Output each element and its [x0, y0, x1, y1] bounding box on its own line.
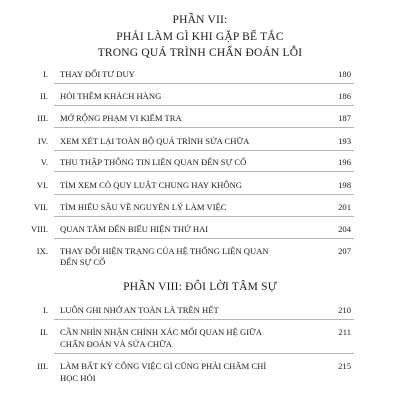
- toc-item-title: LUÔN GHI NHỚ AN TOÀN LÀ TRÊN HẾT: [60, 305, 219, 315]
- toc-item-page: 207: [338, 246, 351, 256]
- row-divider: [54, 216, 354, 217]
- toc-item-title-line1: LÀM BẤT KỲ CÔNG VIỆC GÌ CŨNG PHẢI CHĂM CHỈ: [60, 361, 267, 371]
- toc-item-page: 198: [338, 180, 351, 190]
- row-divider: [54, 150, 354, 151]
- toc-item-title: THAY ĐỔI TƯ DUY: [60, 69, 135, 79]
- toc-item-number: III.: [37, 361, 48, 371]
- toc-item-title-line1: CẦN NHÌN NHẬN CHÍNH XÁC MỐI QUAN HỆ GIỮA: [60, 327, 262, 337]
- row-divider: [54, 319, 354, 320]
- toc-item-page: 210: [338, 305, 351, 315]
- row-divider: [54, 194, 354, 195]
- toc-item-title-line2: ĐẾN SỰ CỐ: [60, 257, 106, 267]
- part7-heading-line3: TRONG QUÁ TRÌNH CHẨN ĐOÁN LỖI: [97, 47, 303, 59]
- toc-item-page: 196: [338, 157, 351, 167]
- toc-item-number: VII.: [33, 202, 48, 212]
- row-divider: [54, 83, 354, 84]
- part8-heading: PHẦN VIII: ĐÔI LỜI TÂM SỰ: [123, 281, 277, 293]
- toc-item-page: 186: [338, 91, 351, 101]
- part7-heading-line2: PHẢI LÀM GÌ KHI GẶP BẾ TẮC: [116, 31, 284, 43]
- toc-item-number: V.: [40, 157, 48, 167]
- toc-item-number: VIII.: [31, 224, 48, 234]
- toc-item-title: HỎI THÊM KHÁCH HÀNG: [60, 91, 162, 101]
- toc-item-number: IX.: [36, 246, 48, 256]
- toc-item-page: 204: [338, 224, 351, 234]
- toc-item-number: IV.: [37, 136, 48, 146]
- toc-item-title-line2: HỌC HỎI: [60, 373, 96, 383]
- toc-item-page: 193: [338, 136, 351, 146]
- toc-item-number: I.: [42, 305, 48, 315]
- row-divider: [54, 105, 354, 106]
- toc-item-page: 215: [338, 361, 351, 371]
- row-divider: [54, 127, 354, 128]
- row-divider: [54, 238, 354, 239]
- toc-item-title: TÌM HIỂU SÂU VỀ NGUYÊN LÝ LÀM VIỆC: [60, 202, 227, 212]
- toc-item-title: THU THẬP THÔNG TIN LIÊN QUAN ĐẾN SỰ CỐ: [60, 157, 247, 167]
- toc-item-number: II.: [40, 91, 48, 101]
- toc-item-number: II.: [40, 327, 48, 337]
- row-divider: [54, 171, 354, 172]
- part7-heading-line1: PHẦN VII:: [172, 14, 228, 26]
- toc-item-number: III.: [37, 113, 48, 123]
- toc-item-title: XEM XÉT LẠI TOÀN BỘ QUÁ TRÌNH SỬA CHỮA: [60, 136, 250, 146]
- toc-item-title: QUAN TÂM ĐẾN BIỂU HIỆN THỨ HAI: [60, 224, 209, 234]
- row-divider: [54, 353, 354, 354]
- toc-item-title-line2: CHẨN ĐOÁN VÀ SỬA CHỮA: [60, 339, 173, 349]
- toc-item-page: 201: [338, 202, 351, 212]
- toc-item-title: TÌM XEM CÓ QUY LUẬT CHUNG HAY KHÔNG: [60, 180, 242, 190]
- toc-item-page: 211: [338, 327, 351, 337]
- toc-item-number: VI.: [36, 180, 48, 190]
- toc-item-number: I.: [42, 69, 48, 79]
- toc-item-title-line1: THAY ĐỔI HIỆN TRẠNG CỦA HỆ THỐNG LIÊN QUAN: [60, 246, 269, 256]
- toc-item-page: 187: [338, 113, 351, 123]
- toc-item-page: 180: [338, 69, 351, 79]
- toc-item-title: MỞ RỘNG PHẠM VI KIỂM TRA: [60, 113, 182, 123]
